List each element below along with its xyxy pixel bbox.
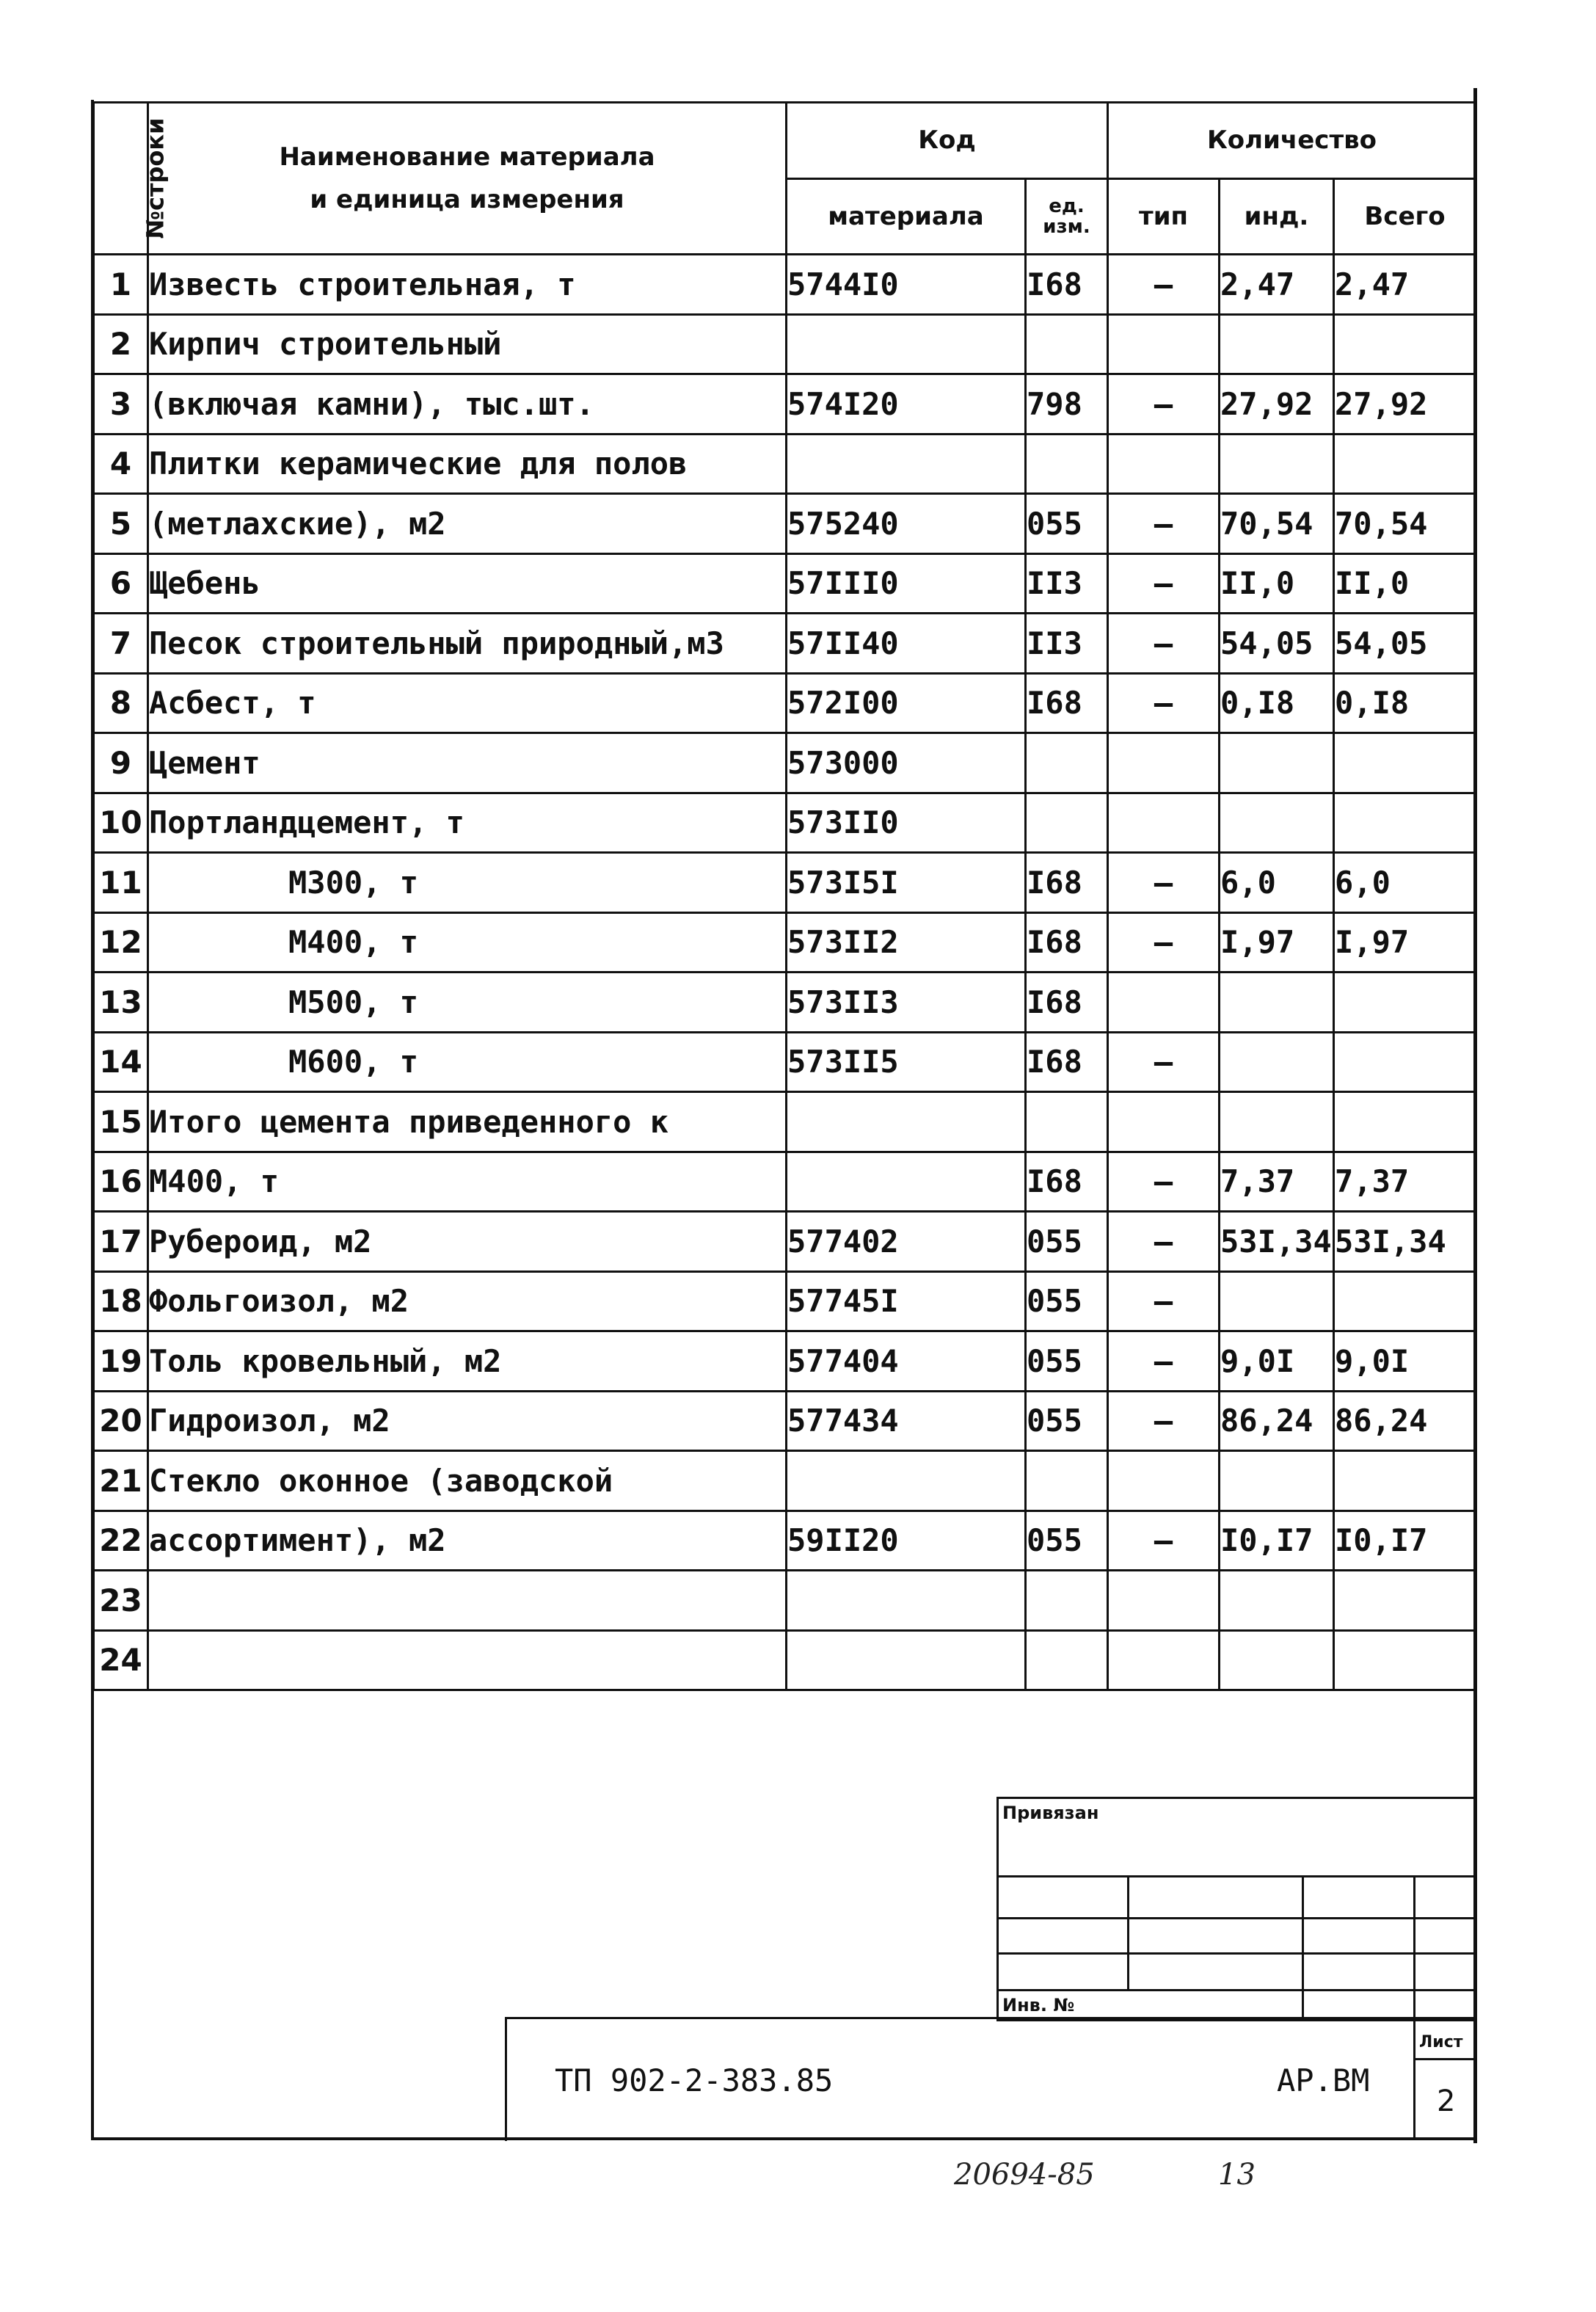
qty-type-cell xyxy=(1108,733,1220,793)
material-code-cell: 59II20 xyxy=(787,1511,1026,1571)
qty-type-cell: – xyxy=(1108,1331,1220,1392)
qty-type-cell xyxy=(1108,793,1220,853)
qty-total-cell: 6,0 xyxy=(1334,853,1476,913)
qty-total-cell: I0,I7 xyxy=(1334,1511,1476,1571)
material-name-cell: ассортимент), м2 xyxy=(148,1511,787,1571)
qty-type-cell xyxy=(1108,973,1220,1033)
qty-total-cell: 2,47 xyxy=(1334,255,1476,315)
row-number-cell: 5 xyxy=(94,494,148,554)
material-name-cell: (включая камни), тыс.шт. xyxy=(148,374,787,435)
row-number-cell: 21 xyxy=(94,1451,148,1511)
qty-total-cell: 53I,34 xyxy=(1334,1212,1476,1272)
material-code-cell: 573II2 xyxy=(787,912,1026,973)
material-name-cell: Песок строительный природный,м3 xyxy=(148,614,787,674)
qty-total-cell xyxy=(1334,434,1476,494)
stamp-line-3 xyxy=(996,1952,1475,1955)
row-number-cell: 3 xyxy=(94,374,148,435)
qty-ind-cell xyxy=(1220,1630,1334,1690)
header-qty-total: Всего xyxy=(1334,178,1476,255)
qty-ind-cell: 7,37 xyxy=(1220,1152,1334,1212)
qty-type-cell: – xyxy=(1108,374,1220,435)
qty-type-cell: – xyxy=(1108,1271,1220,1331)
materials-table-body xyxy=(94,255,1476,1690)
sheet-cell-divider xyxy=(1413,2017,1415,2139)
qty-ind-cell xyxy=(1220,1092,1334,1152)
table-row xyxy=(94,973,1476,1033)
qty-type-cell: – xyxy=(1108,1391,1220,1451)
sheet-cell-hline xyxy=(1413,2058,1475,2060)
stamp-vline-1 xyxy=(1127,1875,1129,1991)
material-name-cell: Портландцемент, т xyxy=(148,793,787,853)
qty-type-cell: – xyxy=(1108,1152,1220,1212)
qty-total-cell: II,0 xyxy=(1334,553,1476,614)
unit-code-cell: 055 xyxy=(1026,494,1108,554)
qty-total-cell xyxy=(1334,973,1476,1033)
qty-ind-cell: I0,I7 xyxy=(1220,1511,1334,1571)
table-row xyxy=(94,255,1476,315)
material-code-cell xyxy=(787,1451,1026,1511)
material-name-cell: Кирпич строительный xyxy=(148,314,787,374)
unit-code-cell: 055 xyxy=(1026,1391,1108,1451)
row-number-cell: 4 xyxy=(94,434,148,494)
material-code-cell: 573I5I xyxy=(787,853,1026,913)
stamp-vline-2 xyxy=(1302,1875,1304,2018)
qty-total-cell: 0,I8 xyxy=(1334,673,1476,733)
header-material-name xyxy=(148,103,787,255)
qty-ind-cell: 53I,34 xyxy=(1220,1212,1334,1272)
materials-table xyxy=(92,101,1477,1691)
qty-type-cell: – xyxy=(1108,1212,1220,1272)
material-name-cell: Фольгоизол, м2 xyxy=(148,1271,787,1331)
material-code-cell xyxy=(787,434,1026,494)
table-row xyxy=(94,374,1476,435)
row-number-cell: 19 xyxy=(94,1331,148,1392)
material-code-cell: 573II5 xyxy=(787,1032,1026,1092)
table-row xyxy=(94,1630,1476,1690)
stamp-line-4 xyxy=(996,1989,1475,1991)
unit-code-cell: I68 xyxy=(1026,853,1108,913)
material-name-cell: М400, т xyxy=(148,1152,787,1212)
table-row xyxy=(94,1152,1476,1212)
qty-total-cell: I,97 xyxy=(1334,912,1476,973)
table-row xyxy=(94,912,1476,973)
row-number-cell: 20 xyxy=(94,1391,148,1451)
header-name-line2: и единица измерения xyxy=(310,185,624,214)
table-row xyxy=(94,1032,1476,1092)
qty-ind-cell: II,0 xyxy=(1220,553,1334,614)
row-number-cell: 24 xyxy=(94,1630,148,1690)
row-number-cell: 22 xyxy=(94,1511,148,1571)
material-name-cell xyxy=(148,1630,787,1690)
document-code: ТП 902-2-383.85 xyxy=(555,2062,834,2098)
qty-total-cell: 27,92 xyxy=(1334,374,1476,435)
material-code-cell xyxy=(787,1092,1026,1152)
material-name-cell: Щебень xyxy=(148,553,787,614)
header-code-material: материала xyxy=(787,178,1026,255)
qty-ind-cell: 54,05 xyxy=(1220,614,1334,674)
material-name-cell: М500, т xyxy=(148,973,787,1033)
material-name-cell: Рубероид, м2 xyxy=(148,1212,787,1272)
material-code-cell: 573000 xyxy=(787,733,1026,793)
unit-code-cell: 055 xyxy=(1026,1271,1108,1331)
material-code-cell xyxy=(787,314,1026,374)
table-row xyxy=(94,614,1476,674)
qty-total-cell: 7,37 xyxy=(1334,1152,1476,1212)
unit-code-cell: 055 xyxy=(1026,1331,1108,1392)
header-quantity-group: Количество xyxy=(1108,103,1476,179)
sheet-number: 2 xyxy=(1437,2084,1456,2118)
material-code-cell: 57II40 xyxy=(787,614,1026,674)
unit-code-cell: 055 xyxy=(1026,1212,1108,1272)
qty-ind-cell xyxy=(1220,973,1334,1033)
row-number-cell: 17 xyxy=(94,1212,148,1272)
qty-ind-cell xyxy=(1220,1032,1334,1092)
material-name-cell: М300, т xyxy=(148,853,787,913)
table-row xyxy=(94,853,1476,913)
row-number-cell: 10 xyxy=(94,793,148,853)
qty-ind-cell xyxy=(1220,314,1334,374)
unit-code-cell: II3 xyxy=(1026,614,1108,674)
material-name-cell: Плитки керамические для полов xyxy=(148,434,787,494)
qty-ind-cell: 6,0 xyxy=(1220,853,1334,913)
qty-ind-cell: 9,0I xyxy=(1220,1331,1334,1392)
header-qty-type: тип xyxy=(1108,178,1220,255)
row-number-cell: 15 xyxy=(94,1092,148,1152)
unit-code-cell xyxy=(1026,733,1108,793)
material-code-cell: 573II3 xyxy=(787,973,1026,1033)
stamp-vline-3 xyxy=(1413,1875,1415,2018)
qty-type-cell: – xyxy=(1108,853,1220,913)
row-number-cell: 9 xyxy=(94,733,148,793)
material-name-cell: Толь кровельный, м2 xyxy=(148,1331,787,1392)
qty-ind-cell: 70,54 xyxy=(1220,494,1334,554)
qty-type-cell: – xyxy=(1108,614,1220,674)
material-name-cell: М600, т xyxy=(148,1032,787,1092)
qty-type-cell xyxy=(1108,1092,1220,1152)
qty-type-cell xyxy=(1108,434,1220,494)
row-number-cell: 11 xyxy=(94,853,148,913)
qty-total-cell xyxy=(1334,1092,1476,1152)
qty-total-cell xyxy=(1334,1571,1476,1631)
material-code-cell: 57III0 xyxy=(787,553,1026,614)
qty-ind-cell: 27,92 xyxy=(1220,374,1334,435)
unit-code-cell xyxy=(1026,1571,1108,1631)
material-code-cell: 5744I0 xyxy=(787,255,1026,315)
material-code-cell xyxy=(787,1152,1026,1212)
unit-code-cell: I68 xyxy=(1026,673,1108,733)
qty-ind-cell xyxy=(1220,1451,1334,1511)
qty-type-cell: – xyxy=(1108,1032,1220,1092)
row-number-cell: 12 xyxy=(94,912,148,973)
table-row xyxy=(94,1391,1476,1451)
qty-type-cell xyxy=(1108,314,1220,374)
material-name-cell: (метлахские), м2 xyxy=(148,494,787,554)
qty-ind-cell: 2,47 xyxy=(1220,255,1334,315)
qty-total-cell: 54,05 xyxy=(1334,614,1476,674)
attached-label: Привязан xyxy=(1002,1803,1099,1823)
stamp-line-2 xyxy=(996,1917,1475,1919)
row-number-cell: 14 xyxy=(94,1032,148,1092)
unit-code-cell: I68 xyxy=(1026,1152,1108,1212)
sheet-label: Лист xyxy=(1419,2033,1463,2051)
unit-code-cell: I68 xyxy=(1026,973,1108,1033)
material-code-cell xyxy=(787,1630,1026,1690)
material-code-cell: 577434 xyxy=(787,1391,1026,1451)
material-code-cell: 57745I xyxy=(787,1271,1026,1331)
material-code-cell: 573II0 xyxy=(787,793,1026,853)
material-name-cell: Асбест, т xyxy=(148,673,787,733)
table-row xyxy=(94,1511,1476,1571)
unit-code-cell xyxy=(1026,793,1108,853)
qty-type-cell xyxy=(1108,1571,1220,1631)
document-section: АР.ВМ xyxy=(1277,2062,1370,2098)
table-row xyxy=(94,1092,1476,1152)
table-row xyxy=(94,494,1476,554)
qty-total-cell xyxy=(1334,1271,1476,1331)
row-number-cell: 7 xyxy=(94,614,148,674)
material-name-cell xyxy=(148,1571,787,1631)
material-name-cell: Итого цемента приведенного к xyxy=(148,1092,787,1152)
qty-type-cell xyxy=(1108,1630,1220,1690)
material-name-cell: Цемент xyxy=(148,733,787,793)
qty-type-cell xyxy=(1108,1451,1220,1511)
material-code-cell: 572I00 xyxy=(787,673,1026,733)
material-name-cell: М400, т xyxy=(148,912,787,973)
qty-total-cell xyxy=(1334,1451,1476,1511)
qty-type-cell: – xyxy=(1108,255,1220,315)
header-code-unit: ед. изм. xyxy=(1026,178,1108,255)
table-row xyxy=(94,553,1476,614)
page-mark: 13 xyxy=(1218,2158,1256,2192)
unit-code-cell: II3 xyxy=(1026,553,1108,614)
unit-code-cell: I68 xyxy=(1026,912,1108,973)
material-name-cell: Известь строительная, т xyxy=(148,255,787,315)
qty-total-cell xyxy=(1334,314,1476,374)
qty-ind-cell xyxy=(1220,434,1334,494)
qty-total-cell xyxy=(1334,1032,1476,1092)
row-number-cell: 6 xyxy=(94,553,148,614)
qty-type-cell: – xyxy=(1108,494,1220,554)
unit-code-cell xyxy=(1026,1630,1108,1690)
qty-ind-cell xyxy=(1220,733,1334,793)
material-code-cell: 575240 xyxy=(787,494,1026,554)
qty-type-cell: – xyxy=(1108,912,1220,973)
header-qty-ind: инд. xyxy=(1220,178,1334,255)
table-row xyxy=(94,1212,1476,1272)
header-name-line1: Наименование материала xyxy=(279,142,655,172)
unit-code-cell: 055 xyxy=(1026,1511,1108,1571)
table-row xyxy=(94,1331,1476,1392)
qty-ind-cell xyxy=(1220,1571,1334,1631)
qty-total-cell: 9,0I xyxy=(1334,1331,1476,1392)
inventory-label: Инв. № xyxy=(1002,1995,1075,2015)
material-code-cell xyxy=(787,1571,1026,1631)
row-number-cell: 2 xyxy=(94,314,148,374)
unit-code-cell: 798 xyxy=(1026,374,1108,435)
qty-ind-cell: 0,I8 xyxy=(1220,673,1334,733)
attached-stamp-box xyxy=(996,1797,1477,2021)
unit-code-cell xyxy=(1026,314,1108,374)
material-code-cell: 574I20 xyxy=(787,374,1026,435)
header-code-group: Код xyxy=(787,103,1108,179)
table-row xyxy=(94,434,1476,494)
qty-total-cell: 86,24 xyxy=(1334,1391,1476,1451)
qty-type-cell: – xyxy=(1108,673,1220,733)
material-name-cell: Стекло оконное (заводской xyxy=(148,1451,787,1511)
qty-type-cell: – xyxy=(1108,553,1220,614)
qty-total-cell: 70,54 xyxy=(1334,494,1476,554)
row-number-cell: 1 xyxy=(94,255,148,315)
qty-total-cell xyxy=(1334,793,1476,853)
unit-code-cell xyxy=(1026,434,1108,494)
qty-total-cell xyxy=(1334,1630,1476,1690)
qty-total-cell xyxy=(1334,733,1476,793)
table-row xyxy=(94,314,1476,374)
qty-type-cell: – xyxy=(1108,1511,1220,1571)
inventory-stamp-number: 20694-85 xyxy=(954,2158,1095,2192)
table-row xyxy=(94,1571,1476,1631)
material-code-cell: 577402 xyxy=(787,1212,1026,1272)
table-row xyxy=(94,673,1476,733)
row-number-cell: 13 xyxy=(94,973,148,1033)
row-number-cell: 23 xyxy=(94,1571,148,1631)
material-name-cell: Гидроизол, м2 xyxy=(148,1391,787,1451)
row-number-cell: 16 xyxy=(94,1152,148,1212)
header-row-number: №строки xyxy=(94,103,148,255)
row-number-cell: 18 xyxy=(94,1271,148,1331)
table-row xyxy=(94,733,1476,793)
qty-ind-cell xyxy=(1220,1271,1334,1331)
qty-ind-cell: 86,24 xyxy=(1220,1391,1334,1451)
material-code-cell: 577404 xyxy=(787,1331,1026,1392)
unit-code-cell xyxy=(1026,1092,1108,1152)
qty-ind-cell: I,97 xyxy=(1220,912,1334,973)
row-number-cell: 8 xyxy=(94,673,148,733)
table-row xyxy=(94,1271,1476,1331)
unit-code-cell xyxy=(1026,1451,1108,1511)
stamp-line-1 xyxy=(996,1875,1475,1877)
unit-code-cell: I68 xyxy=(1026,1032,1108,1092)
table-row xyxy=(94,1451,1476,1511)
unit-code-cell: I68 xyxy=(1026,255,1108,315)
qty-ind-cell xyxy=(1220,793,1334,853)
table-row xyxy=(94,793,1476,853)
